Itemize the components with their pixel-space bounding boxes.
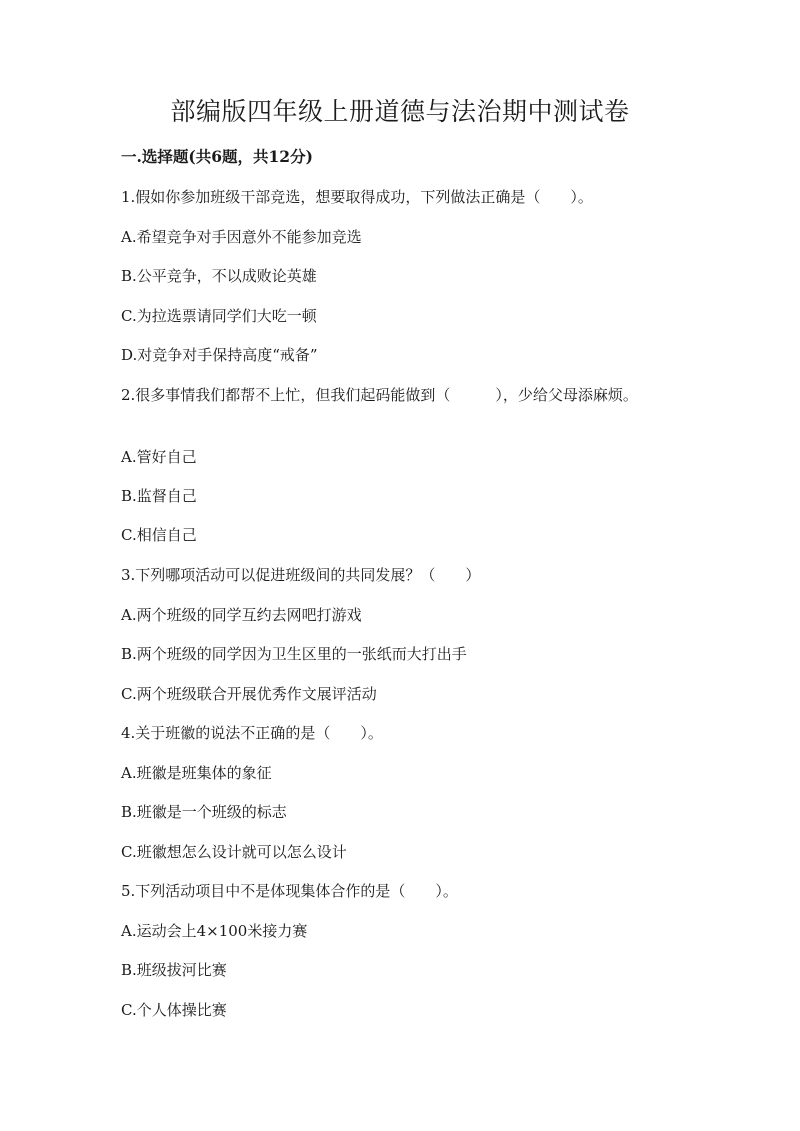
question-2-option-a: A.管好自己 [121, 448, 197, 466]
question-5-option-a: A.运动会上4×100米接力赛 [121, 922, 308, 940]
question-3-option-c: C.两个班级联合开展优秀作文展评活动 [121, 685, 377, 703]
question-4-option-a: A.班徽是班集体的象征 [121, 764, 272, 782]
section-heading: 一.选择题(共6题，共12分) [121, 147, 313, 166]
question-4-option-b: B.班徽是一个班级的标志 [121, 803, 287, 821]
question-2-option-c: C.相信自己 [121, 526, 197, 544]
question-4-stem: 4.关于班徽的说法不正确的是（ ）。 [121, 724, 383, 742]
question-5-option-b: B.班级拔河比赛 [121, 961, 227, 979]
question-1-option-a: A.希望竞争对手因意外不能参加竞选 [121, 228, 362, 246]
question-3-stem: 3.下列哪项活动可以促进班级间的共同发展？（ ） [121, 566, 481, 584]
question-2-stem: 2.很多事情我们都帮不上忙，但我们起码能做到（ ），少给父母添麻烦。 [121, 386, 638, 404]
question-2-option-b: B.监督自己 [121, 487, 197, 505]
question-3-option-a: A.两个班级的同学互约去网吧打游戏 [121, 606, 362, 624]
question-4-option-c: C.班徽想怎么设计就可以怎么设计 [121, 843, 347, 861]
question-1-option-c: C.为拉选票请同学们大吃一顿 [121, 307, 317, 325]
question-5-option-c: C.个人体操比赛 [121, 1001, 227, 1019]
question-1-option-b: B.公平竞争，不以成败论英雄 [121, 267, 317, 285]
question-1-option-d: D.对竞争对手保持高度“戒备” [121, 346, 318, 364]
question-3-option-b: B.两个班级的同学因为卫生区里的一张纸而大打出手 [121, 645, 467, 663]
question-5-stem: 5.下列活动项目中不是体现集体合作的是（ ）。 [121, 882, 458, 900]
page-title: 部编版四年级上册道德与法治期中测试卷 [170, 97, 630, 126]
question-1-stem: 1.假如你参加班级干部竞选，想要取得成功，下列做法正确是（ ）。 [121, 188, 593, 206]
